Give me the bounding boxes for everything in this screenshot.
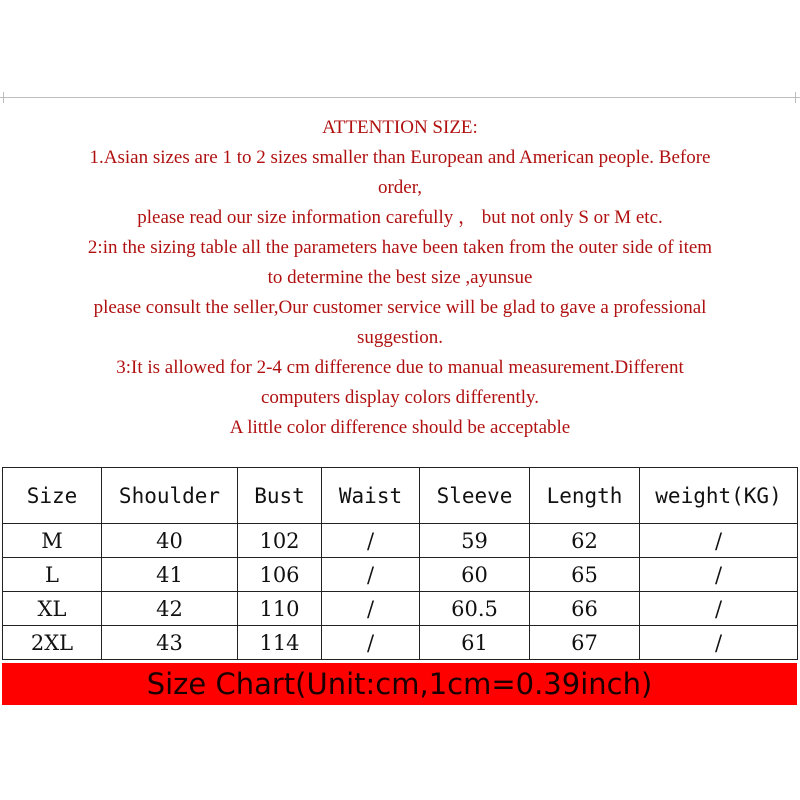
notice-line: please read our size information carefully ， but not only S or M etc.: [137, 207, 663, 228]
divider-tick: [795, 92, 796, 103]
cell-shoulder: 43: [102, 626, 238, 660]
notice-title: ATTENTION SIZE:: [322, 117, 478, 138]
notice-line: 2:in the sizing table all the parameters have been taken from the outer side of item: [87, 237, 713, 258]
cell-shoulder: 40: [102, 524, 238, 558]
header-bust: Bust: [238, 468, 322, 524]
table-row: [3, 558, 798, 592]
cell-weight: /: [640, 524, 798, 558]
cell-waist: /: [322, 592, 420, 626]
notice-line: order,: [377, 177, 423, 198]
cell-length: 66: [530, 592, 640, 626]
size-chart-banner: Size Chart(Unit:cm,1cm=0.39inch): [2, 663, 797, 705]
notice-line: A little color difference should be acceptable: [229, 417, 571, 438]
cell-shoulder: 42: [102, 592, 238, 626]
table-row: [3, 592, 798, 626]
notice-line: to determine the best size ,ayunsue: [267, 267, 533, 288]
cell-size: M: [3, 524, 102, 558]
cell-sleeve: 61: [420, 626, 530, 660]
header-size: Size: [3, 468, 102, 524]
cell-sleeve: 60.5: [420, 592, 530, 626]
attention-notice: [0, 113, 800, 443]
notice-line: please consult the seller,Our customer service will be glad to gave a professional: [93, 297, 707, 318]
cell-length: 65: [530, 558, 640, 592]
cell-size: 2XL: [3, 626, 102, 660]
cell-sleeve: 59: [420, 524, 530, 558]
cell-bust: 102: [238, 524, 322, 558]
cell-shoulder: 41: [102, 558, 238, 592]
table-row: [3, 626, 798, 660]
divider-tick: [3, 92, 4, 103]
cell-waist: /: [322, 626, 420, 660]
cell-bust: 106: [238, 558, 322, 592]
top-divider: [0, 97, 800, 98]
header-weight: weight(KG): [640, 468, 798, 524]
cell-size: L: [3, 558, 102, 592]
cell-bust: 114: [238, 626, 322, 660]
header-shoulder: Shoulder: [102, 468, 238, 524]
header-waist: Waist: [322, 468, 420, 524]
cell-length: 62: [530, 524, 640, 558]
cell-waist: /: [322, 524, 420, 558]
cell-size: XL: [3, 592, 102, 626]
notice-line: 3:It is allowed for 2-4 cm difference due to manual measurement.Different: [116, 357, 684, 378]
cell-waist: /: [322, 558, 420, 592]
cell-length: 67: [530, 626, 640, 660]
notice-line: computers display colors differently.: [260, 387, 540, 408]
size-table: [2, 467, 798, 660]
cell-bust: 110: [238, 592, 322, 626]
cell-weight: /: [640, 592, 798, 626]
header-length: Length: [530, 468, 640, 524]
header-sleeve: Sleeve: [420, 468, 530, 524]
cell-weight: /: [640, 558, 798, 592]
notice-line: 1.Asian sizes are 1 to 2 sizes smaller than European and American people. Before: [89, 147, 711, 168]
cell-weight: /: [640, 626, 798, 660]
table-row: [3, 524, 798, 558]
table-header-row: [3, 468, 798, 524]
cell-sleeve: 60: [420, 558, 530, 592]
notice-line: suggestion.: [356, 327, 444, 348]
